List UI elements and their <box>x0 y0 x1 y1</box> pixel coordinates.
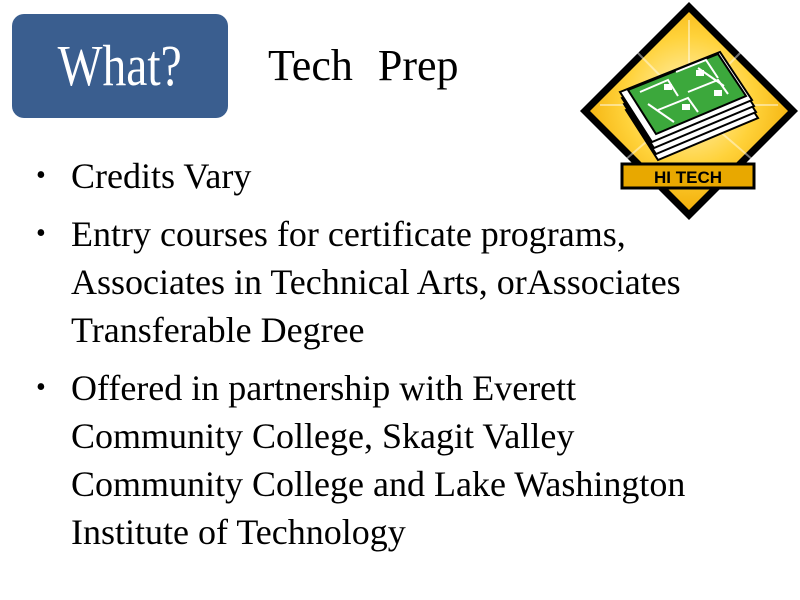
bullet-line: Transferable Degree <box>71 310 365 350</box>
what-badge <box>12 14 228 118</box>
badge-label: What? <box>57 33 183 98</box>
logo-banner-label: HI TECH <box>654 168 722 187</box>
bullet-line: Offered in partnership with Everett <box>71 368 577 408</box>
bullet-line: Entry courses for certificate programs, <box>71 214 626 254</box>
slide-title: Tech Prep <box>268 41 459 90</box>
bullet-list <box>36 152 736 566</box>
bullet-dot: • <box>36 160 46 191</box>
bullet-item <box>36 152 736 200</box>
bullet-line: Associates in Technical Arts, orAssociates <box>71 262 681 302</box>
bullet-line: Community College, Skagit Valley <box>71 416 575 456</box>
bullet-dot: • <box>36 218 46 249</box>
bullet-item <box>36 364 736 556</box>
bullet-line: Community College and Lake Washington <box>71 464 686 504</box>
bullet-line: Institute of Technology <box>71 512 406 552</box>
bullet-item <box>36 210 736 354</box>
bullet-line: Credits Vary <box>71 156 252 196</box>
bullet-dot: • <box>36 372 46 403</box>
